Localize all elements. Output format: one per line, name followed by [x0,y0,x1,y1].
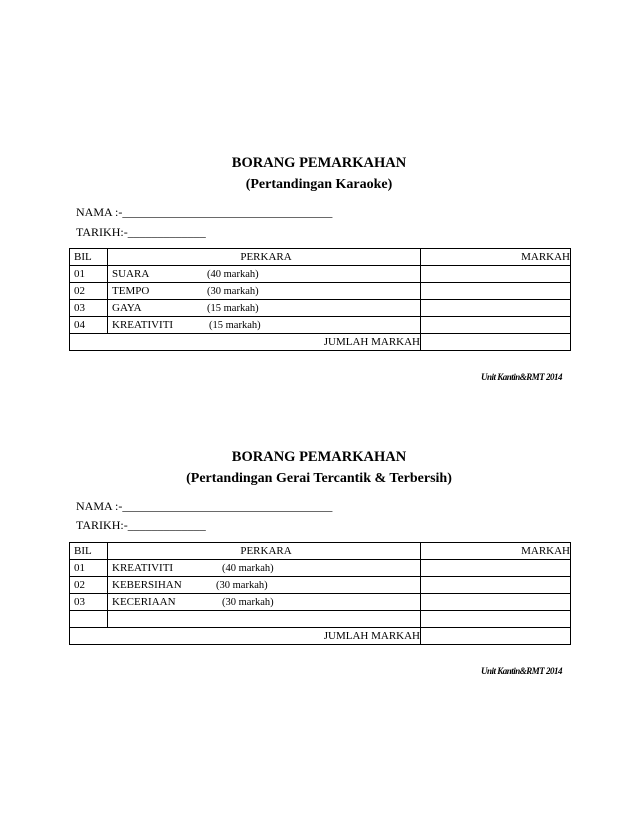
table-row [70,594,571,611]
markah-cell[interactable] [421,560,571,577]
row-bil [70,611,108,628]
scoring-table [69,542,571,645]
form-subtitle: (Pertandingan Karaoke) [245,177,393,192]
row-bil: 01 [70,560,108,577]
tarikh-field[interactable]: TARIKH:-_____________ [76,225,206,239]
markah-cell[interactable] [421,266,571,283]
row-perkara [108,560,421,577]
table-row [70,611,571,628]
header-bil: BIL [70,249,108,266]
markah-cell[interactable] [421,300,571,317]
scoring-table [69,248,571,351]
row-bil: 02 [70,283,108,300]
item-marks: (15 markah) [209,319,261,331]
row-perkara [108,300,421,317]
item-name: TEMPO [112,284,150,297]
nama-field[interactable]: NAMA :-___________________________________ [76,499,333,513]
header-perkara: PERKARA [108,249,421,266]
header-bil: BIL [70,543,108,560]
item-marks: (40 markah) [222,562,274,574]
markah-cell[interactable] [421,577,571,594]
total-row [70,334,571,351]
item-name: KREATIVITI [112,561,174,574]
item-name: KEBERSIHAN [112,578,182,591]
markah-cell[interactable] [421,611,571,628]
row-bil: 02 [70,577,108,594]
nama-field[interactable]: NAMA :-___________________________________ [76,205,333,219]
total-label: JUMLAH MARKAH [70,334,421,351]
total-cell[interactable] [421,628,571,645]
item-name: KREATIVITI [112,318,174,331]
total-label: JUMLAH MARKAH [70,628,421,645]
table-row [70,266,571,283]
form-title: BORANG PEMARKAHAN [231,449,407,465]
row-bil: 03 [70,300,108,317]
markah-cell[interactable] [421,283,571,300]
table-row [70,560,571,577]
table-row [70,577,571,594]
row-perkara [108,283,421,300]
total-cell[interactable] [421,334,571,351]
tarikh-field[interactable]: TARIKH:-_____________ [76,518,206,532]
total-row [70,628,571,645]
item-name: SUARA [112,267,150,280]
row-bil: 04 [70,317,108,334]
item-marks: (30 markah) [222,596,274,608]
item-marks: (30 markah) [207,285,259,297]
table-row [70,300,571,317]
row-perkara [108,611,421,628]
table-row [70,283,571,300]
row-bil: 03 [70,594,108,611]
item-marks: (40 markah) [207,268,259,280]
header-markah: MARKAH [421,249,571,266]
row-perkara [108,594,421,611]
form-title: BORANG PEMARKAHAN [231,155,407,171]
form-subtitle: (Pertandingan Gerai Tercantik & Terbersih) [186,471,452,486]
item-marks: (15 markah) [207,302,259,314]
row-perkara [108,266,421,283]
header-markah: MARKAH [421,543,571,560]
row-bil: 01 [70,266,108,283]
item-marks: (30 markah) [216,579,268,591]
row-perkara [108,577,421,594]
item-name: KECERIAAN [112,595,176,608]
table-header-row [70,249,571,266]
table-row [70,317,571,334]
item-name: GAYA [112,301,142,314]
header-perkara: PERKARA [108,543,421,560]
markah-cell[interactable] [421,594,571,611]
footer-unit: Unit Kantin&RMT 2014 [480,666,562,676]
row-perkara [108,317,421,334]
table-header-row [70,543,571,560]
markah-cell[interactable] [421,317,571,334]
footer-unit: Unit Kantin&RMT 2014 [480,372,562,382]
